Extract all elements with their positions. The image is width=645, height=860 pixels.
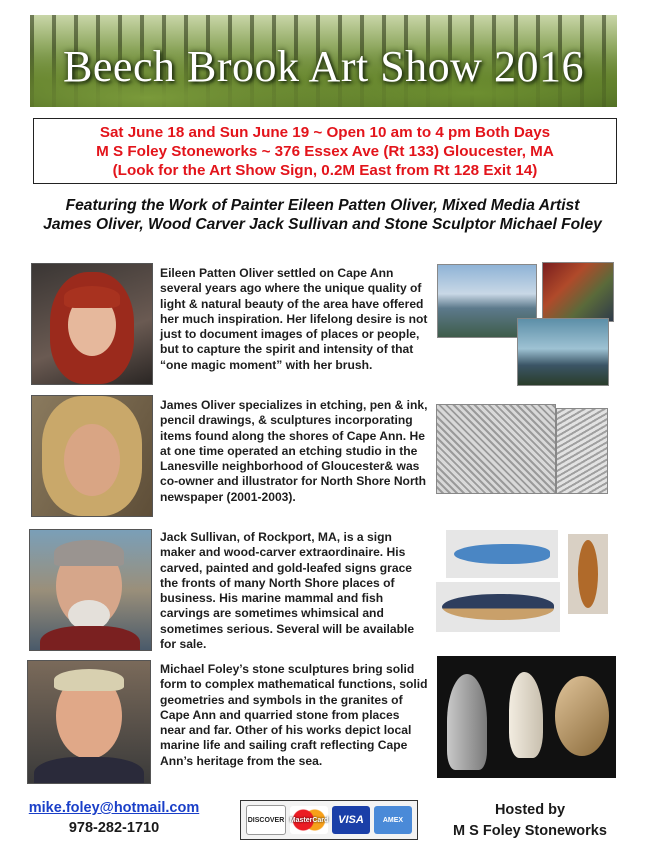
featuring-line-1: Featuring the Work of Painter Eileen Patten Oliver, Mixed Media Artist — [65, 197, 580, 214]
visa-card-icon: VISA — [332, 806, 370, 834]
contact-phone: 978-282-1710 — [68, 820, 160, 836]
art-painting-red — [542, 262, 614, 322]
art-carving-whale — [436, 582, 560, 632]
bio-eileen-oliver: Eileen Patten Oliver settled on Cape Ann several years ago where the unique quality of light & natural beauty of the area have offered her much inspiration. Her lifelong desire is not just to document images of places or people, but to capture the spirit and intensity of that “one magic moment” with her brush. — [160, 266, 428, 372]
featuring-text — [0, 196, 645, 234]
bio-michael-foley: Michael Foley’s stone sculptures bring solid form to complex mathematical functions, solid geometries and symbols in the granites of Cape Ann and quarried stone from places near and far. Other of his works depict local marine life and sailing craft reflecting Cape Ann’s heritage from the sea. — [160, 662, 428, 768]
event-directions: (Look for the Art Show Sign, 0.2M East from Rt 128 Exit 14) — [112, 162, 538, 179]
host-name: M S Foley Stoneworks — [453, 823, 607, 839]
art-carving-shark — [446, 530, 558, 578]
portrait-michael-foley — [27, 660, 151, 784]
featuring-line-2: James Oliver, Wood Carver Jack Sullivan and Stone Sculptor Michael Foley — [43, 216, 602, 233]
art-painting-coast — [517, 318, 609, 386]
hosted-by-label: Hosted by — [494, 802, 566, 818]
page-title: Beech Brook Art Show 2016 — [63, 42, 584, 91]
art-etching-portrait — [556, 408, 608, 494]
amex-card-icon: AMEX — [374, 806, 412, 834]
bio-james-oliver: James Oliver specializes in etching, pen & ink, pencil drawings, & sculptures incorporating items found along the shores of Cape Ann. He at one time operated an etching studio in the Lanesville neighborhood of Gloucester& was co-owner and illustrator for North Shore North newspaper (2001-2003). — [160, 398, 428, 504]
payment-cards — [240, 800, 418, 840]
mastercard-icon: MasterCard — [290, 806, 328, 834]
portrait-eileen-oliver — [31, 263, 153, 385]
bio-jack-sullivan: Jack Sullivan, of Rockport, MA, is a sign maker and wood-carver extraordinaire. His carved, painted and gold-leafed signs grace the fronts of many North Shore places of business. His marine mammal and fish carvings are sometimes whimsical and sometimes serious. Several will be available for sale. — [160, 530, 415, 652]
portrait-jack-sullivan — [29, 529, 152, 651]
portrait-james-oliver — [31, 395, 153, 517]
hosted-by-block — [440, 800, 620, 842]
art-carving-fish — [568, 534, 608, 614]
art-etching-fishermen — [436, 404, 556, 494]
discover-card-icon: DISCOVER — [246, 805, 286, 835]
header-banner — [30, 15, 617, 107]
art-stone-sculptures — [437, 656, 616, 778]
event-dates: Sat June 18 and Sun June 19 ~ Open 10 am to 4 pm Both Days — [99, 124, 551, 141]
contact-email-link[interactable]: mike.foley@hotmail.com — [28, 800, 200, 816]
event-info-box — [33, 118, 617, 184]
event-address: M S Foley Stoneworks ~ 376 Essex Ave (Rt 133) Gloucester, MA — [96, 143, 554, 160]
